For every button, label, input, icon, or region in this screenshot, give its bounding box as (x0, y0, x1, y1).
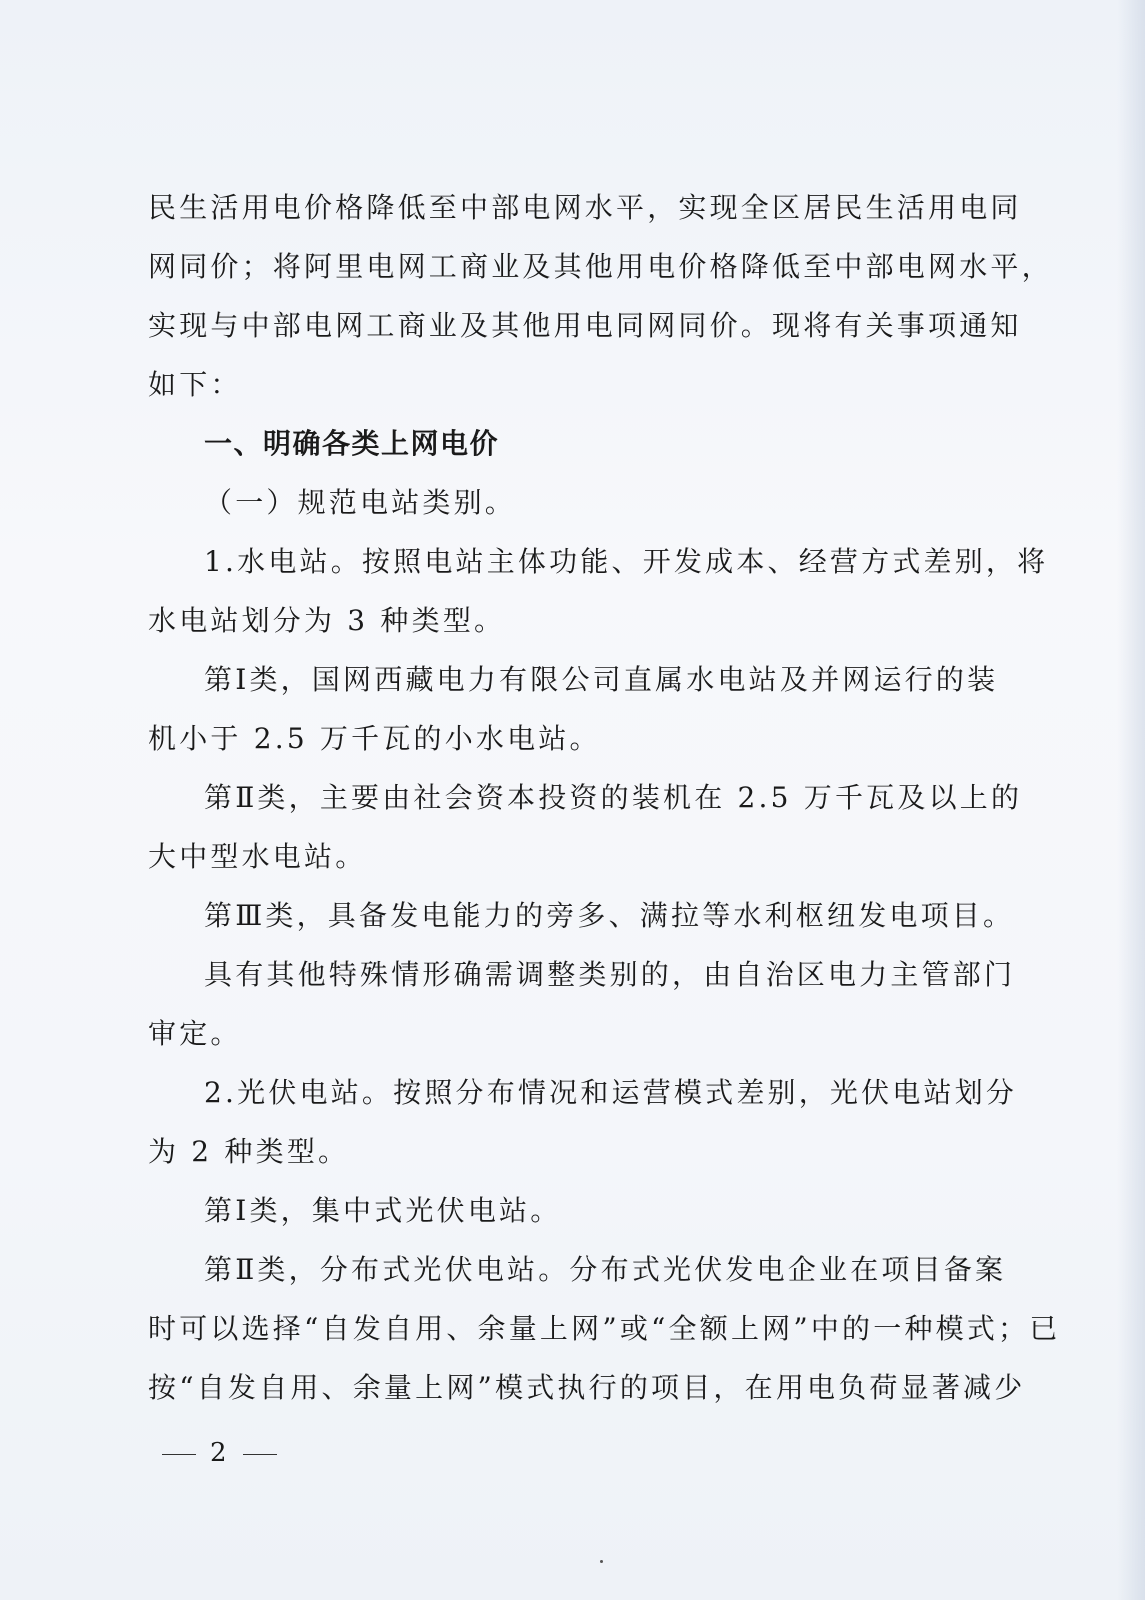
text-line: 按“自发自用、余量上网”模式执行的项目，在用电负荷显著减少 (148, 1371, 1026, 1404)
subsection-heading: （一）规范电站类别。 (204, 486, 517, 519)
scan-edge-shadow (1117, 0, 1145, 1600)
text-line: 如下： (148, 368, 242, 401)
text-line: 民生活用电价格降低至中部电网水平，实现全区居民生活用电同 (148, 191, 1022, 224)
page-number: 2 (210, 1438, 229, 1468)
text-line: 第Ⅱ类，分布式光伏电站。分布式光伏发电企业在项目备案 (204, 1253, 1007, 1286)
section-heading: 一、明确各类上网电价 (204, 427, 500, 460)
text-line: 网同价；将阿里电网工商业及其他用电价格降低至中部电网水平， (148, 250, 1053, 283)
text-line: 2.光伏电站。按照分布情况和运营模式差别，光伏电站划分 (204, 1076, 1018, 1109)
text-line: 为 2 种类型。 (148, 1135, 350, 1168)
text-line: 水电站划分为 3 种类型。 (148, 604, 506, 637)
scan-speck (600, 1560, 603, 1563)
footer-dash-right (243, 1454, 277, 1455)
text-line: 第Ⅱ类，主要由社会资本投资的装机在 2.5 万千瓦及以上的 (204, 781, 1023, 814)
text-line: 第Ⅲ类，具备发电能力的旁多、满拉等水利枢纽发电项目。 (204, 899, 1015, 932)
text-line: 1.水电站。按照电站主体功能、开发成本、经营方式差别，将 (204, 545, 1049, 578)
text-line: 第Ⅰ类，国网西藏电力有限公司直属水电站及并网运行的装 (204, 663, 999, 696)
text-line: 审定。 (148, 1017, 242, 1050)
text-line: 具有其他特殊情形确需调整类别的，由自治区电力主管部门 (204, 958, 1016, 991)
text-line: 实现与中部电网工商业及其他用电同网同价。现将有关事项通知 (148, 309, 1022, 342)
document-body (148, 178, 1061, 1417)
text-line: 机小于 2.5 万千瓦的小水电站。 (148, 722, 601, 755)
footer-dash-left (162, 1454, 196, 1455)
text-line: 大中型水电站。 (148, 840, 367, 873)
text-line: 第Ⅰ类，集中式光伏电站。 (204, 1194, 562, 1227)
text-line: 时可以选择“自发自用、余量上网”或“全额上网”中的一种模式；已 (148, 1312, 1061, 1345)
page-footer (148, 1438, 291, 1468)
